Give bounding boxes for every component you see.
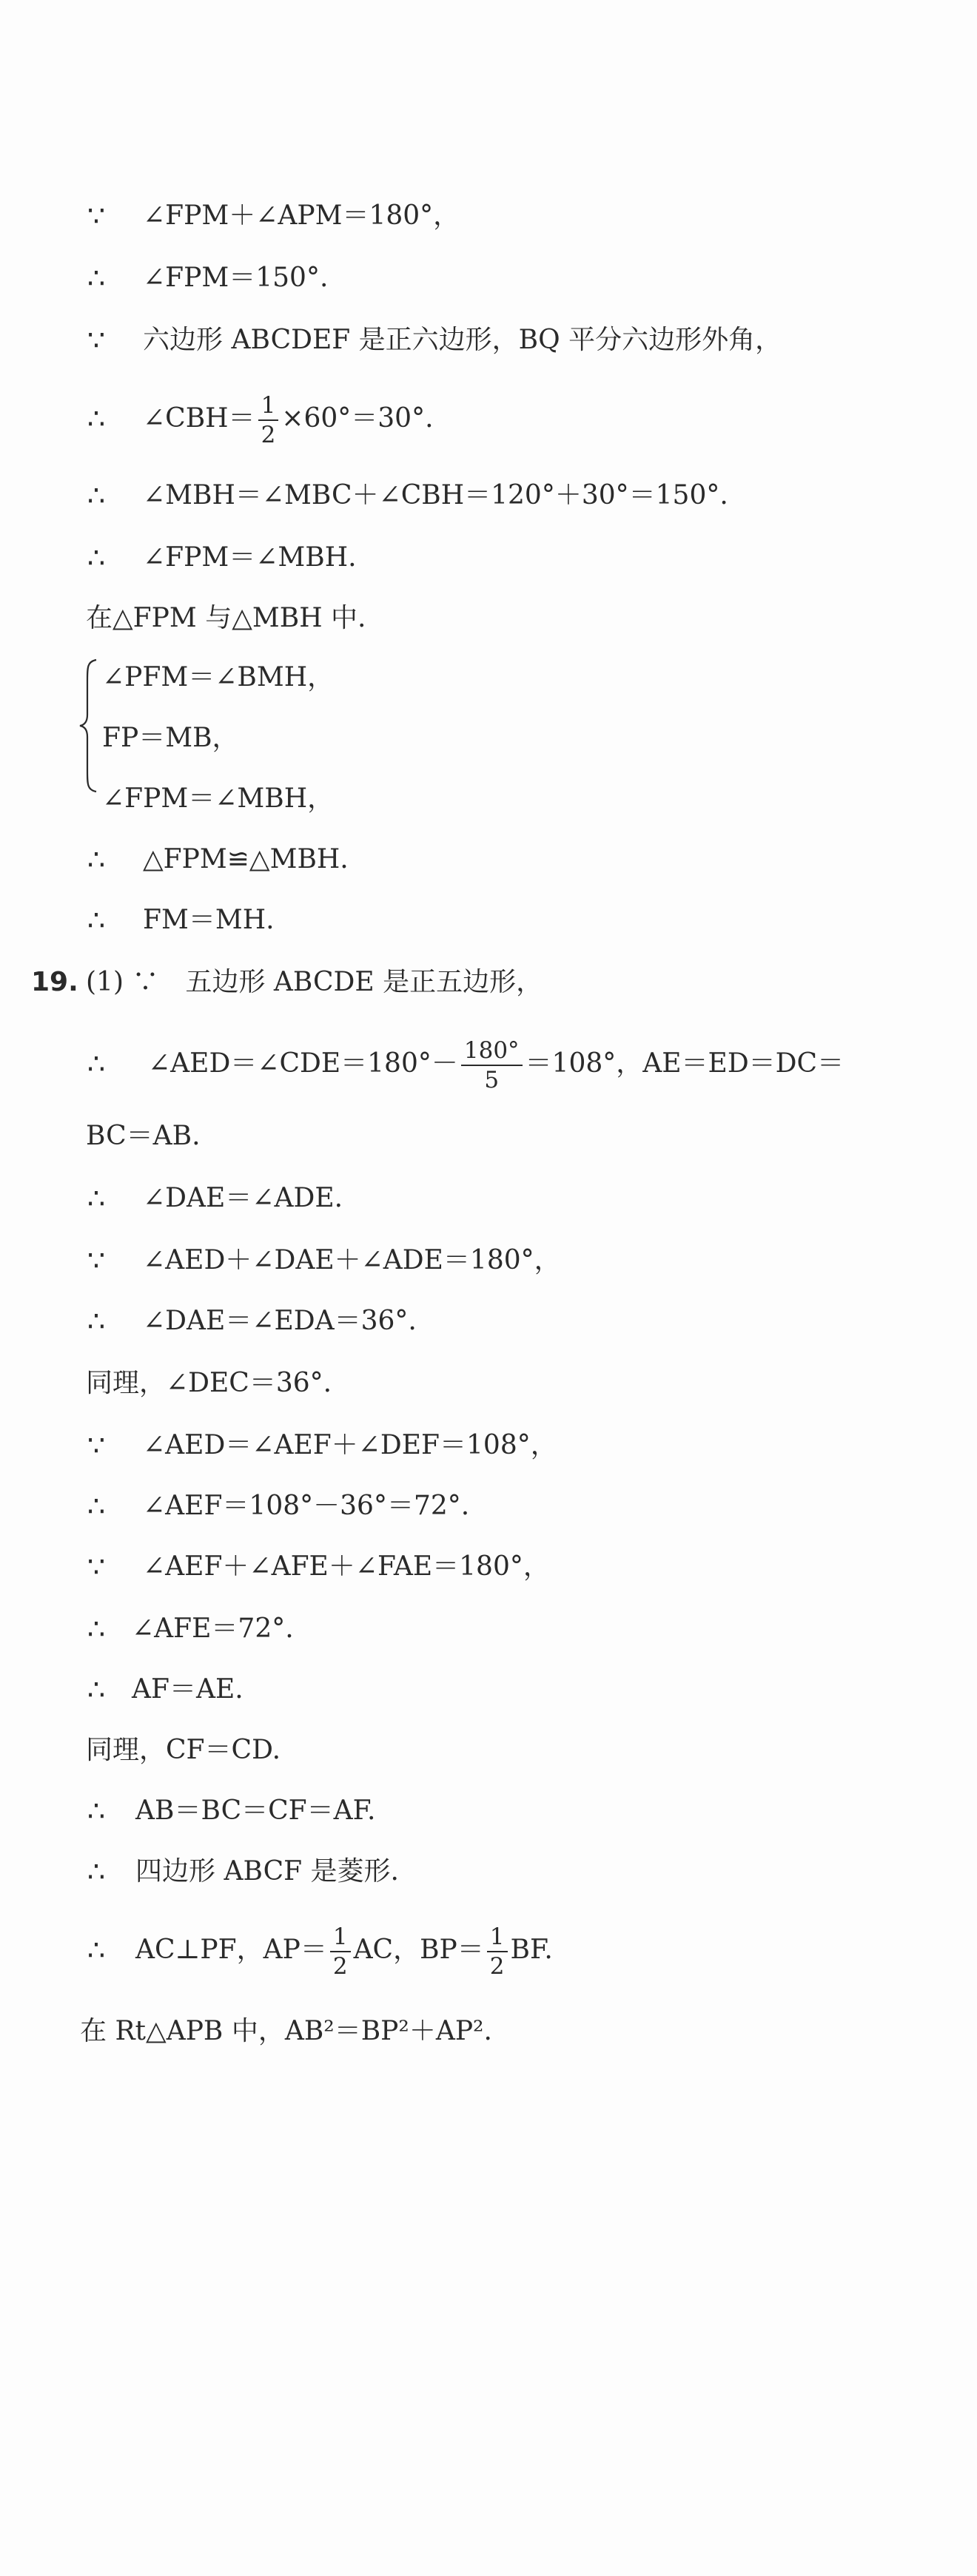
expr-part: AC，BP＝ [353,1935,484,1965]
proof-text: ∠AEF＋∠AFE＋∠FAE＝180°， [143,1551,550,1582]
proof-text: ∠FPM＝150°. [143,263,329,293]
fraction [258,391,279,449]
proof-text: △FPM≌△MBH. [143,844,349,874]
because-symbol: ∵ [87,324,106,357]
proof-text [143,385,434,453]
fraction-numerator: 180° [461,1036,523,1066]
therefore-symbol: ∴ [87,1795,106,1827]
therefore-symbol: ∴ [87,542,106,574]
proof-text: ∠DAE＝∠ADE. [143,1183,343,1213]
proof-text [148,1030,844,1098]
therefore-symbol: ∴ [87,402,106,435]
because-symbol: ∵ [87,1429,106,1462]
therefore-symbol: ∴ [87,1182,106,1215]
proof-text: ∠DAE＝∠EDA＝36°. [143,1306,417,1336]
fraction-denominator: 2 [261,422,276,448]
proof-text: FP＝MB， [102,723,239,753]
therefore-symbol: ∴ [87,1305,106,1338]
expr-part: ＝108°，AE＝ED＝DC＝ [525,1048,845,1079]
fraction-denominator: 2 [332,1953,348,1980]
expr-part: ∠AED＝∠CDE＝180°－ [148,1048,458,1079]
question-number: 19. [31,967,78,997]
fraction [330,1923,351,1980]
because-symbol: ∵ [87,1244,106,1277]
proof-text: ∠AED＋∠DAE＋∠ADE＝180°， [143,1245,561,1275]
proof-text: 四边形 ABCF 是菱形. [135,1856,399,1887]
proof-text: ∠FPM＝∠MBH. [143,542,357,573]
because-symbol: ∵ [87,1551,106,1583]
proof-text: ∠PFM＝∠BMH， [102,662,335,692]
therefore-symbol: ∴ [87,1855,106,1888]
therefore-symbol: ∴ [87,1934,106,1966]
therefore-symbol: ∴ [87,1490,106,1523]
proof-text: 同理，∠DEC＝36°. [86,1368,332,1398]
proof-text [135,1916,553,1984]
proof-text: 同理，CF＝CD. [86,1735,281,1765]
therefore-symbol: ∴ [87,1048,106,1080]
fraction-numerator: 1 [258,391,279,421]
left-brace-icon [78,658,99,793]
proof-text: 六边形 ABCDEF 是正六边形，BQ 平分六边形外角， [143,325,782,355]
fraction-denominator: 2 [489,1953,505,1980]
expr-part: AC⊥PF，AP＝ [135,1935,327,1965]
fraction-numerator: 1 [487,1923,508,1952]
fraction [461,1036,523,1094]
proof-text: (1) ∵ 五边形 ABCDE 是正五边形， [86,967,543,997]
proof-text: ∠AFE＝72°. [132,1614,294,1644]
proof-text: ∠AED＝∠AEF＋∠DEF＝108°， [143,1430,557,1460]
proof-text: AB＝BC＝CF＝AF. [135,1796,376,1826]
expr-part: ×60°＝30°. [281,403,434,434]
therefore-symbol: ∴ [87,904,106,937]
fraction-numerator: 1 [330,1923,351,1952]
expr-part: ∠CBH＝ [143,403,255,434]
proof-text: FM＝MH. [143,905,275,935]
therefore-symbol: ∴ [87,262,106,294]
therefore-symbol: ∴ [87,1673,106,1706]
therefore-symbol: ∴ [87,479,106,512]
fraction [487,1923,508,1980]
expr-part: BF. [510,1935,553,1965]
proof-text: ∠AEF＝108°－36°＝72°. [143,1491,470,1521]
proof-text: BC＝AB. [86,1121,201,1151]
therefore-symbol: ∴ [87,1613,106,1645]
proof-text: ∠FPM＋∠APM＝180°， [143,200,460,231]
proof-text: ∠MBH＝∠MBC＋∠CBH＝120°＋30°＝150°. [143,480,728,510]
proof-text: ∠FPM＝∠MBH， [102,783,335,814]
proof-text: 在△FPM 与△MBH 中. [86,603,366,633]
therefore-symbol: ∴ [87,843,106,876]
proof-text: 在 Rt△APB 中，AB²＝BP²＋AP². [80,2016,492,2046]
because-symbol: ∵ [87,200,106,232]
proof-text: AF＝AE. [132,1674,244,1705]
fraction-denominator: 5 [484,1067,500,1093]
